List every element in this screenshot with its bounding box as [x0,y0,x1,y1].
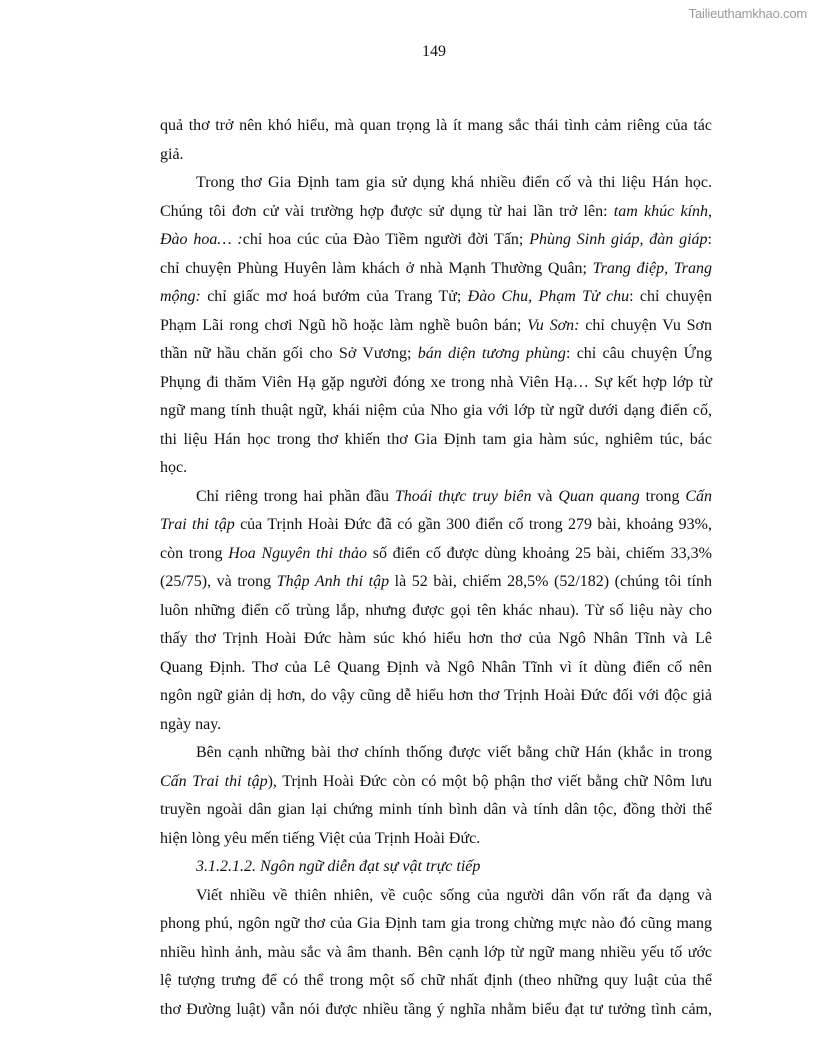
text-segment: là 52 bài, chiếm 28,5% (52/182) (chúng tôi tính [389,573,713,590]
text-segment: ngôn ngữ giản dị hơn, do vậy cũng dễ hiểu hơn thơ Trịnh Hoài Đức đối với độc giả [160,687,712,704]
text-segment: chỉ chuyện Vu Sơn [579,316,713,334]
text-line [160,682,712,711]
italic-text: mộng: [160,288,201,305]
text-segment: luôn những điển cố trùng lắp, nhưng được gọi tên khác nhau). Từ số liệu này cho [160,601,712,619]
text-line [160,226,712,255]
text-segment: : chỉ câu chuyện Ứng [565,345,712,362]
text-segment: chỉ giấc mơ hoá bướm của Trang Tử; [200,288,468,305]
italic-text: Cấn [685,487,713,505]
text-line [160,768,712,797]
italic-text: Thoái thực truy biên [394,487,532,505]
text-segment: Phạm Lãi rong chơi Ngũ hồ hoặc làm nghề buôn bán; [160,316,528,334]
text-line [160,540,712,569]
text-segment: lệ tượng trưng để có thể trong một số chữ nhất định (theo những quy luật của thể [160,972,712,989]
italic-text: Đào hoa… : [160,231,243,248]
italic-text: 3.1.2.1.2. Ngôn ngữ diễn đạt sự vật trực tiếp [196,858,481,875]
text-segment: ngữ mang tính thuật ngữ, khái niệm của Nho gia với lớp từ ngữ dưới dạng điển cố, [160,402,712,419]
text-segment: trong [639,487,686,505]
text-segment: (25/75), và trong [160,573,277,590]
text-line [160,625,712,654]
italic-text: Thập Anh thi tập [276,573,390,590]
text-line [160,910,712,939]
text-line [160,568,712,597]
text-segment: phong phú, ngôn ngữ thơ của Gia Định tam gia trong chừng mực nào đó cũng mang [160,915,712,932]
text-line [160,198,712,227]
text-segment: thơ Đường luật) vẫn nói được nhiều tầng ý nghĩa nhằm biểu đạt tư tưởng tình cảm, [160,1000,712,1018]
text-line [160,711,712,740]
text-segment: của Trịnh Hoài Đức đã có gần 300 điển cố trong 279 bài, khoảng 93%, [234,516,713,533]
text-segment: còn trong [160,544,229,562]
text-line [160,426,712,455]
text-segment: hiện lòng yêu mến tiếng Việt của Trịnh Hoài Đức. [160,829,481,847]
italic-text: tam khúc kính, [613,202,713,220]
italic-text: Vu Sơn: [527,316,580,334]
text-segment: ), Trịnh Hoài Đức còn có một bộ phận thơ viết bằng chữ Nôm lưu [267,772,712,790]
text-line [160,312,712,341]
text-segment: quả thơ trở nên khó hiểu, mà quan trọng là ít mang sắc thái tình cảm riêng của tác [160,117,712,134]
text-segment: Viết nhiều về thiên nhiên, về cuộc sống của người dân vốn rất đa dạng và [196,886,712,904]
page-number: 149 [422,43,446,60]
italic-text: bán diện tương phùng [417,345,566,362]
text-line [160,397,712,426]
italic-text: Hoa Nguyên thi thảo [228,544,368,562]
text-segment: và [531,487,559,505]
paragraph [160,882,712,1025]
italic-text: Cấn Trai thi tập [160,772,268,790]
text-segment: Chỉ riêng trong hai phần đầu [196,487,395,505]
text-segment: thần nữ hầu chăn gối cho Sở Vương; [160,345,418,362]
text-segment: Trong thơ Gia Định tam gia sử dụng khá nhiều điển cố và thi liệu Hán học. [196,174,712,191]
text-segment: học. [160,459,188,476]
text-line [160,340,712,369]
text-line [160,967,712,996]
text-segment: chỉ hoa cúc của Đào Tiềm người đời Tấn; [242,231,530,248]
text-segment: giả. [160,145,184,163]
text-segment: Chúng tôi đơn cử vài trường hợp được sử dụng từ hai lần trở lên: [160,202,614,220]
text-line [160,369,712,398]
text-line [160,825,712,854]
text-segment: truyền ngoài dân gian lại chứng minh tính bình dân và tính dân tộc, đồng thời thể [160,801,712,818]
text-line [160,483,712,512]
italic-text: Trai thi tập [160,516,235,533]
text-segment: chỉ chuyện Phùng Huyên làm khách ở nhà Mạnh Thường Quân; [160,259,593,277]
text-line [160,996,712,1025]
text-segment: thấy thơ Trịnh Hoài Đức hàm súc khó hiểu hơn thơ của Ngô Nhân Tĩnh và Lê [160,630,712,647]
text-segment: : [707,231,712,248]
paragraph [160,169,712,483]
paragraph [160,483,712,740]
italic-text: Đào Chu, Phạm Tử chu [467,288,630,305]
watermark: Tailieuthamkhao.com [688,6,807,21]
text-segment: Bên cạnh những bài thơ chính thống được viết bằng chữ Hán (khắc in trong [196,744,712,761]
document-body [160,112,712,1024]
text-line [160,255,712,284]
section-heading [160,853,712,882]
text-line [160,654,712,683]
text-line [160,169,712,198]
text-line [160,882,712,911]
text-line [160,454,712,483]
text-line [160,283,712,312]
text-segment: số điển cố được dùng khoảng 25 bài, chiếm 33,3% [367,544,713,562]
text-line [160,511,712,540]
paragraph [160,739,712,853]
italic-text: Quan quang [558,487,640,505]
text-line [160,141,712,170]
text-segment: Phụng đi thăm Viên Hạ gặp người đóng xe trong nhà Viên Hạ… Sự kết hợp lớp từ [160,373,712,391]
paragraph [160,112,712,169]
italic-text: Phùng Sinh giáp, đàn giáp [529,231,708,248]
text-line [160,597,712,626]
text-line [160,939,712,968]
text-line [160,112,712,141]
text-segment: : chỉ chuyện [629,288,712,305]
text-line [160,739,712,768]
text-segment: Quang Định. Thơ của Lê Quang Định và Ngô Nhân Tĩnh vì ít dùng điển cố nên [160,658,712,676]
text-segment: nhiều hình ảnh, màu sắc và âm thanh. Bên cạnh lớp từ ngữ mang nhiều yếu tố ước [160,943,712,961]
text-segment: ngày nay. [160,715,222,733]
text-line [160,796,712,825]
italic-text: Trang điệp, Trang [592,259,713,277]
text-segment: thi liệu Hán học trong thơ khiến thơ Gia Định tam gia hàm súc, nghiêm túc, bác [160,430,712,448]
text-line [160,853,712,882]
